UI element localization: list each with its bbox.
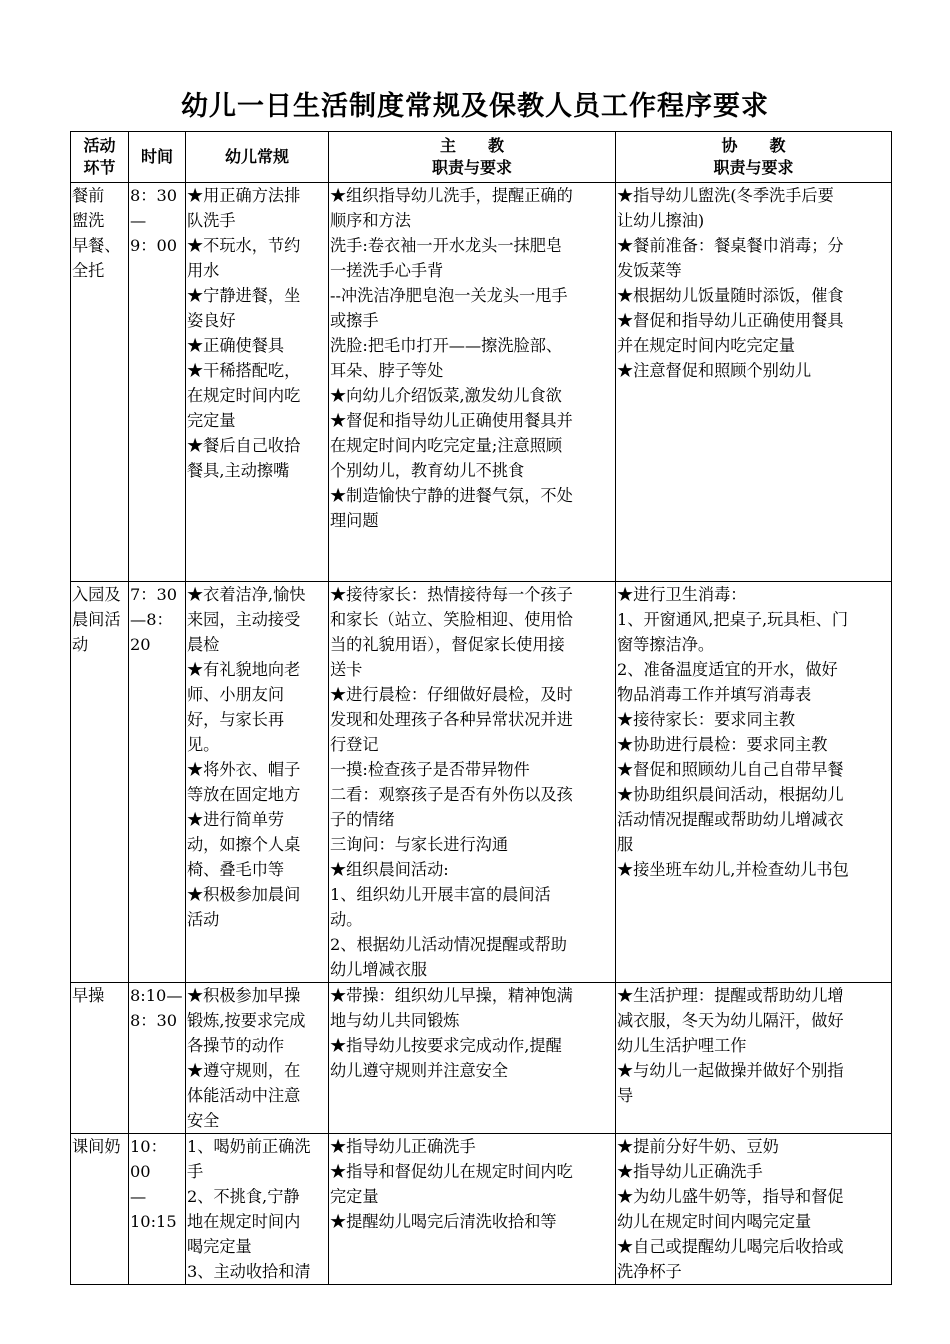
header-row (71, 132, 892, 183)
cell-main-teacher (329, 1134, 616, 1285)
text-line: 手 (187, 1162, 204, 1181)
schedule-table (70, 131, 892, 1285)
header-time: 时间 (129, 132, 186, 183)
text-line: ★向幼儿介绍饭菜,激发幼儿食欲 (330, 386, 562, 405)
text-line: 1、喝奶前正确洗 (187, 1137, 311, 1156)
text-line: 一搓洗手心手背 (330, 261, 444, 280)
text-line: — (130, 1187, 147, 1206)
text-line: ★不玩水，节约 (187, 236, 301, 255)
text-line: 完定量 (330, 1187, 379, 1206)
text-line: ★进行卫生消毒： (617, 585, 747, 604)
text-line: 喝完定量 (187, 1237, 252, 1256)
text-line: ★进行晨检：仔细做好晨检，及时 (330, 685, 573, 704)
header-assistant-teacher: 协 教 职责与要求 (616, 132, 892, 183)
text-line: 让幼儿擦油) (617, 211, 705, 230)
cell-child-rules (186, 183, 329, 582)
text-line: ★积极参加早操 (187, 986, 301, 1005)
text-line: ★指导幼儿正确洗手 (330, 1137, 476, 1156)
text-line: ★指导幼儿正确洗手 (617, 1162, 763, 1181)
text-line: 来园，主动接受 (187, 610, 301, 629)
cell-assistant-teacher (616, 1134, 892, 1285)
text-line: ★接待家长：要求同主教 (617, 710, 796, 729)
page-title: 幼儿一日生活制度常规及保教人员工作程序要求 (181, 91, 769, 122)
text-line: ★宁静进餐，坐 (187, 286, 301, 305)
text-line: —8： (130, 610, 173, 629)
cell-child-rules (186, 582, 329, 983)
text-line: 完定量 (187, 411, 236, 430)
text-line: 幼儿生活护哩工作 (617, 1036, 747, 1055)
text-line: 餐具,主动擦嘴 (187, 461, 290, 480)
cell-segment (71, 1134, 129, 1285)
text-line: 洗净杯子 (617, 1262, 682, 1281)
text-line: ★衣着洁净,愉快 (187, 585, 306, 604)
text-line: 安全 (187, 1111, 220, 1130)
text-line: 10：00 (130, 1137, 167, 1181)
text-line: 动，如擦个人桌 (187, 835, 301, 854)
text-line: 队洗手 (187, 211, 236, 230)
text-line: 服 (617, 835, 634, 854)
text-line: 地在规定时间内 (187, 1212, 301, 1231)
text-line: 体能活动中注意 (187, 1086, 301, 1105)
cell-child-rules (186, 983, 329, 1134)
cell-time (129, 983, 186, 1134)
text-line: 10:15 (130, 1212, 177, 1231)
text-line: 20 (130, 635, 151, 654)
text-line: 1、组织幼儿开展丰富的晨间活 (330, 885, 551, 904)
cell-assistant-teacher (616, 183, 892, 582)
text-line: 窗等擦洁净。 (617, 635, 715, 654)
text-line: 三询问：与家长进行沟通 (330, 835, 509, 854)
text-line: ★督促和指导幼儿正确使用餐具并 (330, 411, 573, 430)
text-line: ★提前分好牛奶、豆奶 (617, 1137, 779, 1156)
text-line: ★组织指导幼儿洗手，提醒正确的 (330, 186, 573, 205)
cell-child-rules (186, 1134, 329, 1285)
text-line: 幼儿增减衣服 (330, 960, 428, 979)
text-line: 在规定时间内吃 (187, 386, 301, 405)
cell-segment (71, 582, 129, 983)
text-line: 8:10— (130, 986, 183, 1005)
text-line: 晨间活 (72, 610, 121, 629)
cell-assistant-teacher (616, 983, 892, 1134)
text-line: 并在规定时间内吃完定量 (617, 336, 796, 355)
text-line: ★餐后自己收拾 (187, 436, 301, 455)
text-line: 3、主动收拾和清 (187, 1262, 311, 1281)
table-row (71, 183, 892, 582)
cell-main-teacher (329, 582, 616, 983)
text-line: 2、根据幼儿活动情况提醒或帮助 (330, 935, 567, 954)
text-line: 洗脸:把毛巾打开——擦洗脸部、 (330, 336, 563, 355)
text-line: 入园及 (72, 585, 121, 604)
text-line: 地与幼儿共同锻炼 (330, 1011, 460, 1030)
text-line: 1、开窗通风,把桌子,玩具柜、门 (617, 610, 849, 629)
text-line: 活动 (187, 910, 220, 929)
text-line: ★有礼貌地向老 (187, 660, 301, 679)
text-line: ★生活护理：提醒或帮助幼儿增 (617, 986, 844, 1005)
cell-assistant-teacher (616, 582, 892, 983)
text-line: 全托 (72, 261, 105, 280)
text-line: ★协助进行晨检：要求同主教 (617, 735, 828, 754)
cell-segment (71, 983, 129, 1134)
text-line: 8：30 (130, 1011, 178, 1030)
cell-time (129, 183, 186, 582)
text-line: ★自己或提醒幼儿喝完后收拾或 (617, 1237, 844, 1256)
text-line: 顺序和方法 (330, 211, 411, 230)
text-line: ★遵守规则，在 (187, 1061, 301, 1080)
header-child-rules: 幼儿常规 (186, 132, 329, 183)
text-line: 和家长（站立、笑脸相迎、使用恰 (330, 610, 573, 629)
text-line: ★督促和照顾幼儿自己自带早餐 (617, 760, 844, 779)
text-line: 餐前 (72, 186, 105, 205)
text-line: ★用正确方法排 (187, 186, 301, 205)
text-line: 2、准备温度适宜的开水，做好 (617, 660, 838, 679)
text-line: ★进行简单劳 (187, 810, 285, 829)
text-line: --冲洗洁净肥皂泡一关龙头一甩手 (330, 286, 568, 305)
text-line: 一摸:检查孩子是否带异物件 (330, 760, 530, 779)
text-line: ★正确使餐具 (187, 336, 285, 355)
text-line: 发饭菜等 (617, 261, 682, 280)
text-line: 用水 (187, 261, 220, 280)
cell-main-teacher (329, 983, 616, 1134)
text-line: 晨检 (187, 635, 220, 654)
text-line: 活动情况提醒或帮助幼儿增减衣 (617, 810, 844, 829)
text-line: 减衣服，冬天为幼儿隔汗，做好 (617, 1011, 844, 1030)
text-line: 各操节的动作 (187, 1036, 285, 1055)
table-row (71, 582, 892, 983)
text-line: ★组织晨间活动: (330, 860, 449, 879)
text-line: ★为幼儿盛牛奶等，指导和督促 (617, 1187, 844, 1206)
text-line: 发现和处理孩子各种异常状况并进 (330, 710, 573, 729)
text-line: 课间奶 (72, 1137, 121, 1156)
text-line: 8：30 (130, 186, 178, 205)
cell-time (129, 1134, 186, 1285)
text-line: 或擦手 (330, 311, 379, 330)
text-line: 洗手:卷衣袖一开水龙头一抹肥皂 (330, 236, 563, 255)
text-line: 物品消毒工作并填写消毒表 (617, 685, 812, 704)
text-line: 个别幼儿，教育幼儿不挑食 (330, 461, 525, 480)
text-line: ★积极参加晨间 (187, 885, 301, 904)
text-line: 盥洗 (72, 211, 105, 230)
text-line: ★指导幼儿按要求完成动作,提醒 (330, 1036, 562, 1055)
table-row (71, 983, 892, 1134)
cell-segment (71, 183, 129, 582)
text-line: 动 (72, 635, 89, 654)
text-line: 理问题 (330, 511, 379, 530)
text-line: — (130, 211, 147, 230)
text-line: 幼儿在规定时间内喝完定量 (617, 1212, 812, 1231)
text-line: 姿良好 (187, 311, 236, 330)
text-line: ★督促和指导幼儿正确使用餐具 (617, 311, 844, 330)
text-line: 2、不挑食,宁静 (187, 1187, 300, 1206)
text-line: ★带操：组织幼儿早操，精神饱满 (330, 986, 573, 1005)
text-line: 送卡 (330, 660, 363, 679)
text-line: 好，与家长再 (187, 710, 285, 729)
text-line: ★将外衣、帽子 (187, 760, 301, 779)
text-line: 子的情绪 (330, 810, 395, 829)
text-line: ★接待家长：热情接待每一个孩子 (330, 585, 573, 604)
text-line: ★与幼儿一起做操并做好个别指 (617, 1061, 844, 1080)
text-line: 在规定时间内吃完定量;注意照顾 (330, 436, 563, 455)
cell-main-teacher (329, 183, 616, 582)
text-line: 7：30 (130, 585, 178, 604)
header-main-teacher: 主 教 职责与要求 (329, 132, 616, 183)
text-line: 二看：观察孩子是否有外伤以及孩 (330, 785, 573, 804)
text-line: ★指导和督促幼儿在规定时间内吃 (330, 1162, 573, 1181)
table-row (71, 1134, 892, 1285)
cell-time (129, 582, 186, 983)
text-line: ★制造愉快宁静的进餐气氛，不处 (330, 486, 573, 505)
header-segment: 活动 环节 (71, 132, 129, 183)
text-line: ★接坐班车幼儿,并检查幼儿书包 (617, 860, 849, 879)
text-line: 耳朵、脖子等处 (330, 361, 444, 380)
text-line: ★协助组织晨间活动，根据幼儿 (617, 785, 844, 804)
text-line: 导 (617, 1086, 634, 1105)
text-line: ★指导幼儿盥洗(冬季洗手后要 (617, 186, 834, 205)
text-line: 行登记 (330, 735, 379, 754)
text-line: 动。 (330, 910, 363, 929)
text-line: 早操 (72, 986, 105, 1005)
text-line: 9：00 (130, 236, 178, 255)
text-line: 锻炼,按要求完成 (187, 1011, 306, 1030)
text-line: ★餐前准备：餐桌餐巾消毒；分 (617, 236, 844, 255)
text-line: ★干稀搭配吃， (187, 361, 301, 380)
text-line: 早餐、 (72, 236, 121, 255)
text-line: ★提醒幼儿喝完后清洗收拾和等 (330, 1212, 557, 1231)
text-line: 当的礼貌用语），督促家长使用接 (330, 635, 565, 654)
text-line: 见。 (187, 735, 220, 754)
text-line: 师、小朋友问 (187, 685, 285, 704)
text-line: ★注意督促和照顾个别幼儿 (617, 361, 812, 380)
text-line: 等放在固定地方 (187, 785, 301, 804)
text-line: 幼儿遵守规则并注意安全 (330, 1061, 509, 1080)
text-line: 椅、叠毛巾等 (187, 860, 285, 879)
text-line: ★根据幼儿饭量随时添饭，催食 (617, 286, 844, 305)
